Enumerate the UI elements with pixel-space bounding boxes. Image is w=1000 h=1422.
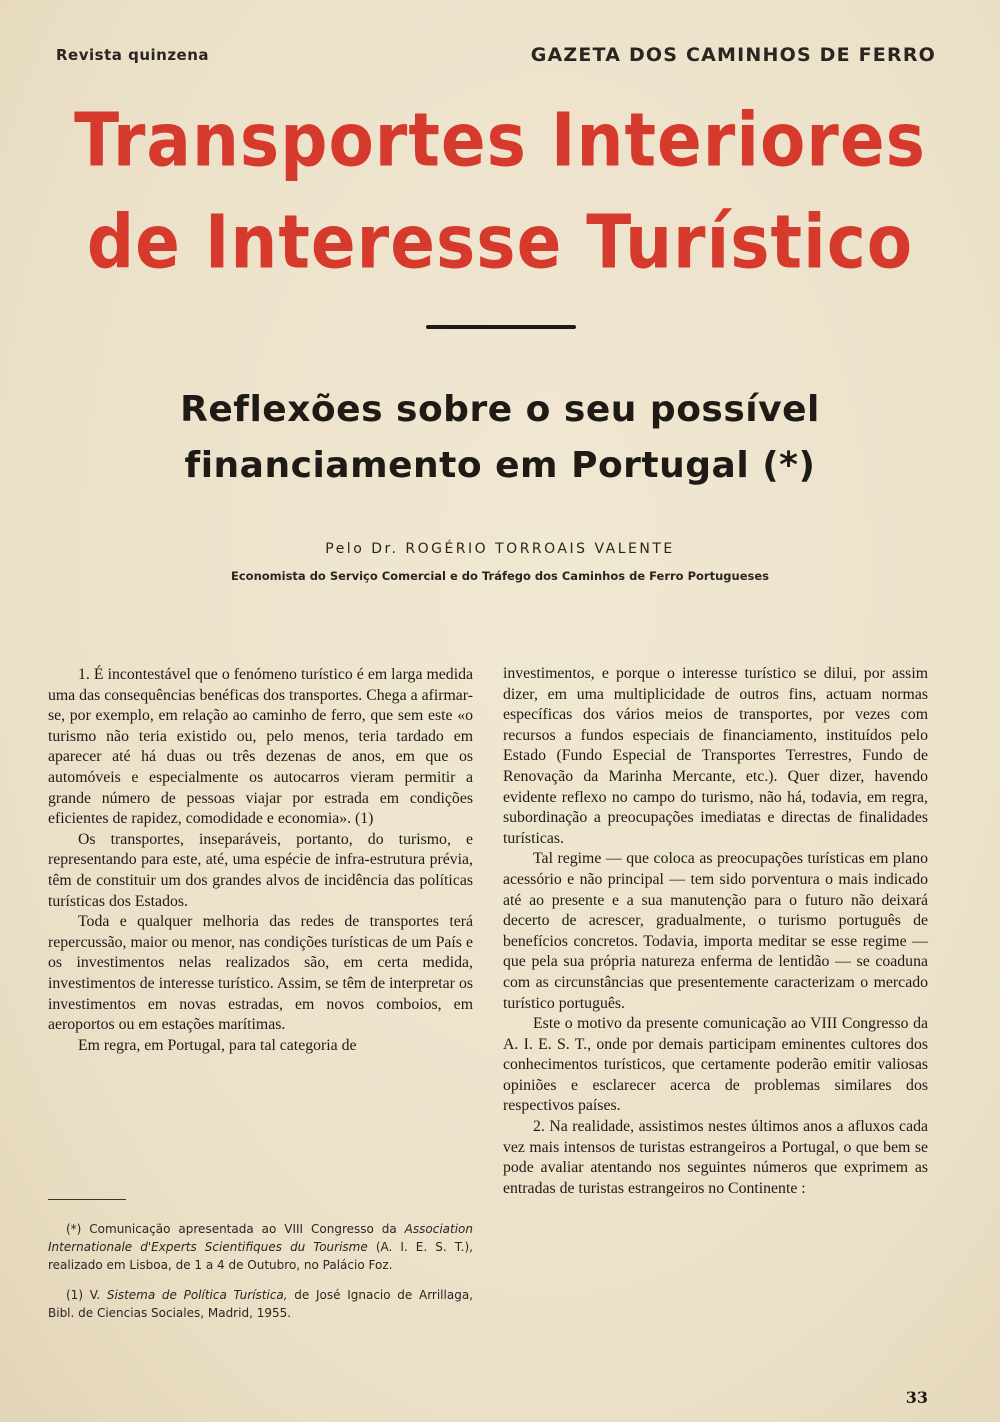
- paragraph: Este o motivo da presente comunicação ao VIII Congresso da A. I. E. S. T., onde por demais participam eminentes cultores dos conhecimentos turísticos, que certamente poderão emitir valiosas opiniões e esclarecer acerca de problemas similares dos respectivos países.: [503, 1015, 928, 1115]
- author-byline: Pelo Dr. ROGÉRIO TORROAIS VALENTE: [325, 541, 675, 557]
- footnote-2: (1) V. Sistema de Política Turística, de José Ignacio de Arrillaga, Bibl. de Ciencias Sociales, Madrid, 1955.: [48, 1288, 473, 1320]
- body-column-right: [503, 664, 928, 1199]
- author-affiliation: Economista do Serviço Comercial e do Tráfego dos Caminhos de Ferro Portugueses: [231, 569, 769, 583]
- paragraph: 1. É incontestável que o fenómeno turístico é em larga medida uma das consequências benéficas dos transportes. Chega a afirmar-se, por exemplo, em relação ao caminho de ferro, que sem este «o turismo não teria existido ou, pelo menos, teria tardado em aparecer até há duas ou três dezenas de anos, em que os automóveis e especialmente os autocarros vieram permitir a grande número de pessoas viajar por estrada em condições eficientes de rapidez, comodidade e economia». (1): [48, 666, 473, 828]
- footnote-divider: [48, 1199, 126, 1200]
- article-subtitle-line-1: Reflexões sobre o seu possível: [180, 389, 820, 430]
- body-column-left: [48, 665, 473, 1056]
- running-header-left: Revista quinzena: [56, 46, 210, 64]
- page-number: 33: [905, 1388, 928, 1407]
- paragraph: Em regra, em Portugal, para tal categoria de: [78, 1036, 357, 1054]
- title-divider: [426, 325, 576, 329]
- running-header-right: GAZETA DOS CAMINHOS DE FERRO: [530, 44, 936, 66]
- article-title-line-1: Transportes Interiores: [74, 97, 926, 184]
- footnote-1: (*) Comunicação apresentada ao VIII Congresso da Association Internationale d'Experts Scientifiques du Tourisme (A. I. E. S. T.), realizado em Lisboa, de 1 a 4 de Outubro, no Palácio Foz.: [48, 1222, 473, 1272]
- paragraph: Os transportes, inseparáveis, portanto, do turismo, e representando para este, até, uma espécie de infra-estrutura prévia, têm de constituir um dos grandes alvos de incidência das políticas turísticas dos Estados.: [48, 830, 473, 910]
- paragraph: Tal regime — que coloca as preocupações turísticas em plano acessório e não principal — tem sido porventura o mais indicado até ao presente e a sua manutenção para o futuro não deixará decerto de acrescer, gradualmente, o turismo português de benefícios concretos. Todavia, importa meditar se esse regime — que pela sua própria natureza enferma de lentidão — se coaduna com as circunstâncias que presentemente caracterizam o mercado turístico português.: [503, 850, 928, 1012]
- article-title-line-2: de Interesse Turístico: [86, 199, 914, 286]
- article-subtitle-line-2: financiamento em Portugal (*): [184, 445, 816, 486]
- paragraph: investimentos, e porque o interesse turístico se dilui, por assim dizer, em uma multiplicidade de outros fins, actuam normas específicas dos vários meios de transportes, por vezes com recursos a fundos especiais de financiamento, instituídos pelo Estado (Fundo Especial de Transportes Terrestres, Fundo de Renovação da Marinha Mercante, etc.). Quer dizer, havendo evidente reflexo no campo do turismo, não há, todavia, em regra, subordinação a preocupações imediatas e directas de finalidades turísticas.: [503, 665, 928, 847]
- paragraph: 2. Na realidade, assistimos nestes últimos anos a afluxos cada vez mais intensos de turistas estrangeiros a Portugal, o que bem se pode avaliar atentando nos seguintes números que exprimem as entradas de turistas estrangeiros no Continente :: [503, 1118, 928, 1197]
- paragraph: Toda e qualquer melhoria das redes de transportes terá repercussão, maior ou menor, nas condições turísticas de um País e os investimentos nelas realizados são, em certa medida, investimentos de interesse turístico. Assim, se têm de interpretar os investimentos em novas estradas, em novos comboios, em aeroportos ou em estações marítimas.: [48, 913, 473, 1034]
- footnotes: [48, 1220, 473, 1334]
